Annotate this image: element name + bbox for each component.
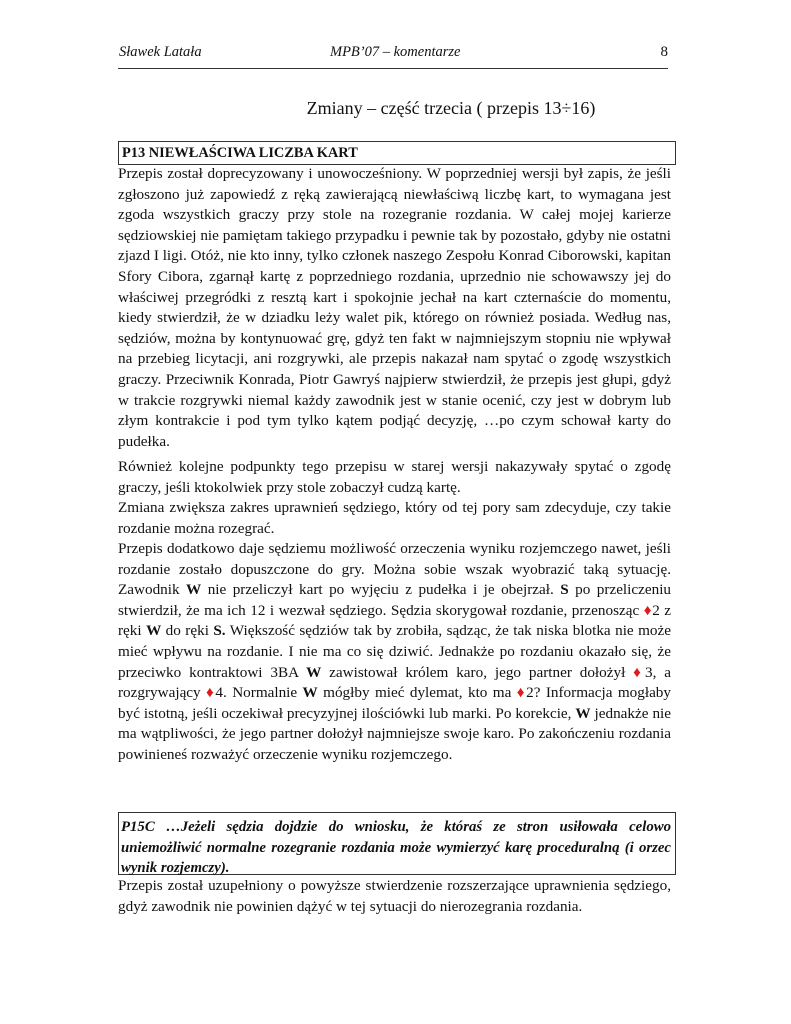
player-w: W (306, 663, 322, 681)
player-w: W (575, 704, 591, 722)
header-document-title: MPB’07 – komentarze (330, 44, 461, 60)
text: Większość sędziów tak by zrobiła, sądząc, że tak niska blotka nie może mieć wpływu na rozdanie. I nie ma co się dziwić. Jednakże po rozdaniu okazało się, że przeciwko kontraktowi 3BA (118, 622, 671, 681)
text: mógłby mieć dylemat, kto ma (317, 684, 517, 702)
player-w: W (302, 684, 318, 702)
diamond-icon: ♦ (643, 601, 653, 619)
paragraph: Przepis został doprecyzowany i unowocześniony. W poprzedniej wersji był zapis, że jeśli zgłoszono już zapowiedź z ręką zawierającą niewłaściwą liczbę kart, to wymagana jest zgoda wszystkich graczy przy stole na rozegranie rozdania. W całej mojej karierze sędziowskiej nie pamiętam takiego przypadku i pewnie tak by pozostało, gdyby nie ostatni zjazd I ligi. Otóż, nie kto inny, tylko członek naszego Zespołu Konrad Ciborowski, kapitan Sfory Cibora, zgarnął kartę z poprzedniego rozdania, uprzednio nie schowawszy jej do właściwej przegródki z resztą kart i spokojnie jechał na kart czternaście do momentu, kiedy stwierdził, że w dziadku leży walet pik, którego on również posiada. Według nas, sędziów, można by kontynuować grę, gdyż ten fakt w najmniejszym stopniu nie wpływał na przebieg licytacji, ani rozgrywki, ale przepis nakazał nam spytać o zgodę wszystkich graczy. Przeciwnik Konrada, Piotr Gawryś najpierw stwierdził, że przepis jest głupi, gdyż w trakcie rozgrywki niemal każdy zawodnik jest w stanie ocenić, czy jest w dobrym lub złym kontrakcie i pod tym tylko kątem podjąć decyzję, …po czym schował karty do pudełka. (118, 165, 671, 450)
paragraph (118, 539, 671, 766)
player-w: W (186, 581, 202, 599)
text: nie przeliczył kart po wyjęciu z pudełka i je obejrzał. (201, 581, 561, 599)
page-number: 8 (660, 44, 668, 60)
page-header (118, 42, 668, 69)
text: Przepis dodatkowo daje sędziemu możliwość orzeczenia wyniku rozjemczego nawet, jeśli rozdanie zostało dopuszczone do gry. Można sobie wszak wyobrazić taką sytuację. Zawodnik (118, 540, 671, 599)
text: 4. Normalnie (215, 684, 303, 702)
text: zawistował królem karo, jego partner dołożył (321, 663, 634, 681)
player-s: S (560, 581, 569, 599)
diamond-icon: ♦ (516, 684, 527, 702)
page-title-text: Zmiany – część trzecia ( przepis 13÷16) (306, 98, 596, 118)
header-author: Sławek Latała (119, 44, 202, 60)
section-heading-p15c: P15C …Jeżeli sędzia dojdzie do wniosku, że któraś ze stron usiłowała celowo uniemożliwić normalne rozegranie rozdania może wymierzyć karę proceduralną (i orzec wynik rozjemczy). (118, 812, 676, 875)
paragraph: Również kolejne podpunkty tego przepisu w starej wersji nakazywały spytać o zgodę graczy, jeśli ktokolwiek przy stole zobaczył cudzą kartę. (118, 458, 671, 496)
player-s: S. (213, 622, 226, 640)
diamond-icon: ♦ (206, 684, 216, 702)
text: 2? Informacja mogłaby być istotną, jeśli oczekiwał precyzyjnej ilościówki lub marki. Po korekcie, (118, 684, 671, 722)
section-heading-p13: P13 NIEWŁAŚCIWA LICZBA KART (118, 141, 676, 165)
paragraph: Przepis został uzupełniony o powyższe stwierdzenie rozszerzające uprawnienia sędziego, gdyż zawodnik nie powinien dążyć w tej sytuacji do nierozegrania rozdania. (118, 877, 671, 915)
page-title (118, 98, 668, 119)
player-w: W (146, 622, 162, 640)
diamond-icon: ♦ (633, 663, 645, 681)
text: po przeliczeniu stwierdził, że ma ich 12 i wezwał sędziego. Sędzia skorygował rozdanie, przenosząc (118, 581, 672, 619)
text: do ręki (161, 622, 214, 640)
text: 2 z ręki (118, 601, 672, 640)
text: jednakże nie ma wątpliwości, że jego partner dołożył najmniejsze swoje karo. Po zakończeniu rozdania powinieneś rozważyć orzeczenie wyniku rozjemczego. (118, 704, 672, 763)
text: 3, a rozgrywający (118, 663, 671, 702)
paragraph: Zmiana zwiększa zakres uprawnień sędziego, który od tej pory sam zdecyduje, czy takie rozdanie można rozegrać. (118, 499, 671, 537)
